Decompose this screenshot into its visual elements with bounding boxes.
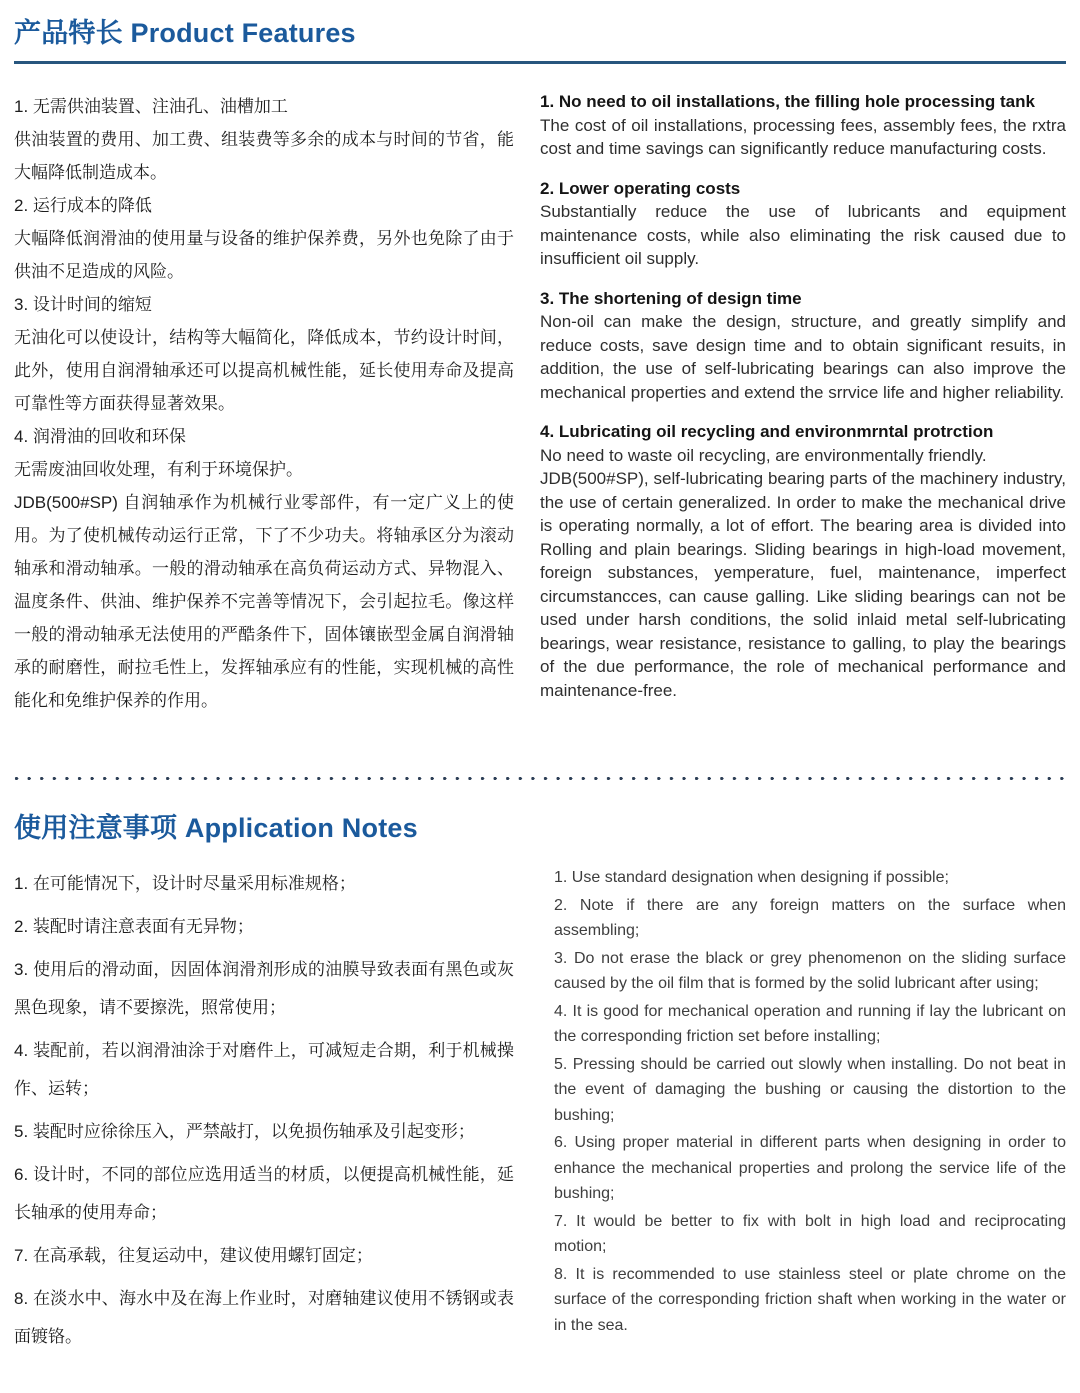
feature-cn-heading-4: 4. 润滑油的回收和环保 — [14, 427, 186, 446]
dotted-divider — [14, 776, 1066, 781]
feature-cn-body-4: 无需废油回收处理，有利于环境保护。 — [14, 460, 303, 479]
feature-en-block-3 — [540, 287, 1066, 405]
feature-cn-heading-3: 3. 设计时间的缩短 — [14, 295, 152, 314]
feature-en-body-4: No need to waste oil recycling, are environmentally friendly. — [540, 445, 987, 465]
application-notes-title: 使用注意事项 Application Notes — [14, 813, 418, 843]
note-cn-1: 1. 在可能情况下，设计时尽量采用标准规格； — [14, 874, 356, 893]
feature-cn-body-1: 供油装置的费用、加工费、组装费等多余的成本与时间的节省，能大幅降低制造成本。 — [14, 130, 514, 182]
product-features-title: 产品特长 Product Features — [14, 18, 356, 48]
feature-cn-body-2: 大幅降低润滑油的使用量与设备的维护保养费，另外也免除了由于供油不足造成的风险。 — [14, 229, 514, 281]
feature-en-heading-3: 3. The shortening of design time — [540, 288, 802, 308]
feature-en-heading-4: 4. Lubricating oil recycling and environmrntal protrction — [540, 422, 994, 441]
feature-cn-body-3: 无油化可以使设计，结构等大幅简化，降低成本，节约设计时间，此外，使用自润滑轴承还可以提高机械性能，延长使用寿命及提高可靠性等方面获得显著效果。 — [14, 328, 514, 413]
note-en-8: 8. It is recommended to use stainless steel or plate chrome on the surface of the corresponding friction shaft when working in the water or in the sea. — [554, 1265, 1066, 1334]
note-cn-6: 6. 设计时，不同的部位应选用适当的材质，以便提高机械性能，延长轴承的使用寿命； — [14, 1165, 514, 1222]
note-en-2: 2. Note if there are any foreign matters on the surface when assembling; — [554, 896, 1066, 939]
feature-cn-closing: JDB(500#SP) 自润轴承作为机械行业零部件，有一定广义上的使用。为了使机械传动运行正常，下了不少功夫。将轴承区分为滚动轴承和滑动轴承。一般的滑动轴承在高负荷运动方式、异物混入、温度条件、供油、维护保养不完善等情况下，会引起拉毛。像这样一般的滑动轴承无法使用的严酷条件下，固体镶嵌型金属自润滑轴承的耐磨性，耐拉毛性上，发挥轴承应有的性能，实现机械的高性能化和免维护保养的作用。 — [14, 493, 514, 710]
application-notes-english-column — [540, 865, 1066, 1361]
note-cn-5: 5. 装配时应徐徐压入，严禁敲打，以免损伤轴承及引起变形； — [14, 1122, 475, 1141]
feature-cn-heading-1: 1. 无需供油装置、注油孔、油槽加工 — [14, 97, 288, 116]
feature-en-block-4 — [540, 420, 1066, 702]
note-en-4: 4. It is good for mechanical operation and running if lay the lubricant on the corresponding friction set before installing; — [554, 1002, 1066, 1045]
application-notes-columns — [14, 845, 1066, 1361]
note-en-5: 5. Pressing should be carried out slowly when installing. Do not beat in the event of damaging the bushing or causing the distortion to the bushing; — [554, 1055, 1066, 1124]
feature-en-body-2: Substantially reduce the use of lubricants and equipment maintenance costs, while also eliminating the risk caused due to insufficient oil supply. — [540, 202, 1066, 268]
feature-en-body-4b: JDB(500#SP), self-lubricating bearing parts of the machinery industry, the use of certain generalized. In order to make the mechanical drive is operating normally, a lot of effort. The bearing area is divided into Rolling and plain bearings. Sliding bearings in high-load movement, foreign substances, yemperature, fuel, maintenance, imperfect circumstancces, can cause galling. Like sliding bearings can not be used under harsh conditions, the solid inlaid metal self-lubricating bearings, wear resistance, resistance to galling, to play the bearings of the due performance, the role of mechanical performance and maintenance-free. — [540, 469, 1066, 700]
note-cn-7: 7. 在高承载，往复运动中，建议使用螺钉固定； — [14, 1246, 373, 1265]
note-cn-3: 3. 使用后的滑动面，因固体润滑剂形成的油膜导致表面有黑色或灰黑色现象，请不要擦洗，照常使用； — [14, 960, 514, 1017]
feature-en-block-1 — [540, 90, 1066, 161]
section-product-features — [14, 16, 1066, 714]
product-features-chinese-column — [14, 90, 514, 714]
product-features-columns — [14, 64, 1066, 714]
note-en-3: 3. Do not erase the black or grey phenomenon on the sliding surface caused by the oil film that is formed by the solid lubricant after using; — [554, 949, 1066, 992]
note-cn-2: 2. 装配时请注意表面有无异物； — [14, 917, 254, 936]
note-cn-4: 4. 装配前，若以润滑油涂于对磨件上，可减短走合期，利于机械操作、运转； — [14, 1041, 514, 1098]
feature-en-body-1: The cost of oil installations, processing fees, assembly fees, the rxtra cost and time savings can significantly reduce manufacturing costs. — [540, 115, 1066, 158]
note-en-6: 6. Using proper material in different parts when designing in order to enhance the mechanical properties and prolong the service life of the bushing; — [554, 1134, 1066, 1202]
application-notes-chinese-column — [14, 865, 514, 1361]
note-en-1: 1. Use standard designation when designing if possible; — [554, 869, 949, 886]
feature-cn-heading-2: 2. 运行成本的降低 — [14, 196, 152, 215]
feature-en-heading-1: 1. No need to oil installations, the filling hole processing tank — [540, 92, 1035, 111]
section-application-notes — [14, 811, 1066, 1361]
feature-en-heading-2: 2. Lower operating costs — [540, 178, 741, 198]
product-features-english-column — [540, 90, 1066, 714]
note-cn-8: 8. 在淡水中、海水中及在海上作业时，对磨轴建议使用不锈钢或表面镀铬。 — [14, 1289, 514, 1346]
feature-en-block-2 — [540, 177, 1066, 271]
note-en-7: 7. It would be better to fix with bolt in high load and reciprocating motion; — [554, 1212, 1066, 1255]
feature-en-body-3: Non-oil can make the design, structure, and greatly simplify and reduce costs, save design time and to obtain significant resuits, in addition, the use of self-lubricating bearings can also improve the mechanical properties and extend the srrvice life and higher reliability. — [540, 312, 1066, 402]
